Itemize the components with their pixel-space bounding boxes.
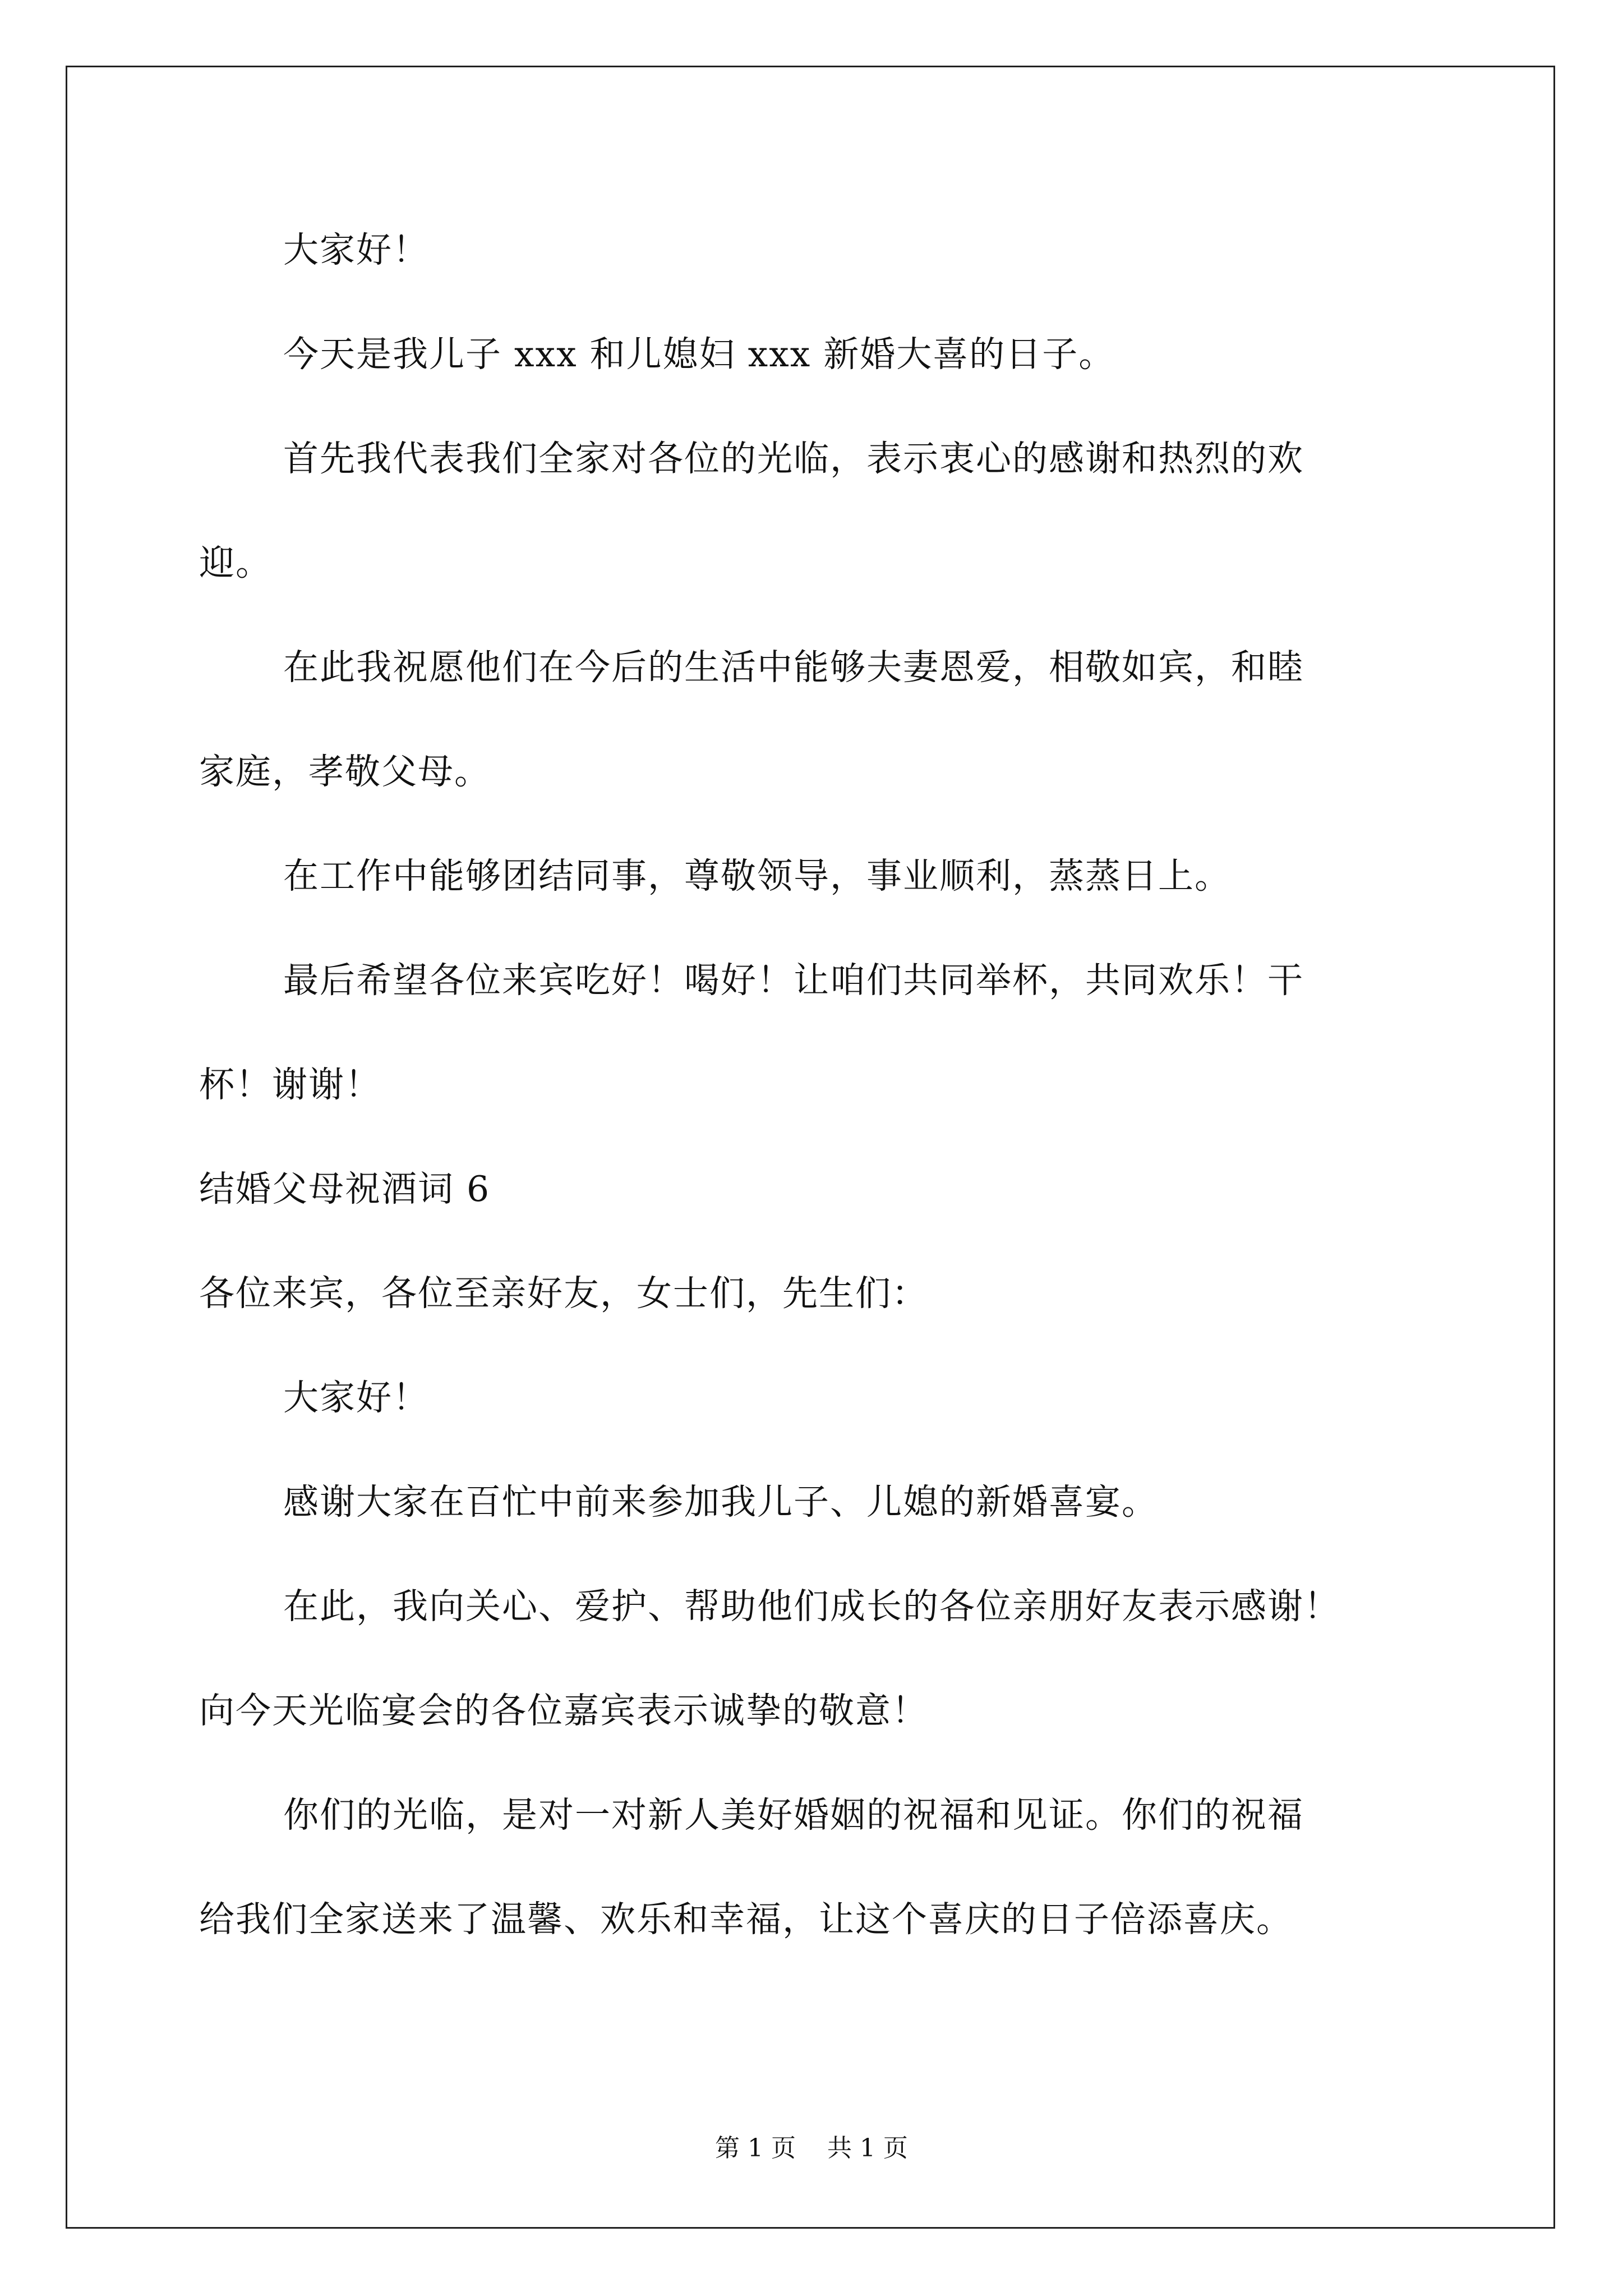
paragraph-line: 向今天光临宴会的各位嘉宾表示诚挚的敬意！: [199, 1690, 928, 1731]
salutation-line: 各位来宾，各位至亲好友，女士们，先生们：: [199, 1273, 928, 1314]
greeting-line: 大家好！: [283, 1377, 429, 1418]
paragraph-line: 在工作中能够团结同事，尊敬领导，事业顺利，蒸蒸日上。: [283, 855, 1231, 896]
paragraph-line: 迎。: [199, 542, 272, 583]
paragraph-line: 今天是我儿子 xxx 和儿媳妇 xxx 新婚大喜的日子。: [283, 334, 1115, 375]
paragraph-line: 在此我祝愿他们在今后的生活中能够夫妻恩爱，相敬如宾，和睦: [283, 647, 1304, 688]
page-number-footer: 第 1 页 共 1 页: [715, 2134, 908, 2162]
section-title: 结婚父母祝酒词 6: [199, 1168, 491, 1209]
paragraph-line: 感谢大家在百忙中前来参加我儿子、儿媳的新婚喜宴。: [283, 1481, 1158, 1522]
paragraph-line: 最后希望各位来宾吃好！喝好！让咱们共同举杯，共同欢乐！干: [283, 960, 1304, 1001]
greeting-line: 大家好！: [283, 229, 429, 270]
paragraph-line: 杯！谢谢！: [199, 1064, 381, 1105]
paragraph-line: 给我们全家送来了温馨、欢乐和幸福，让这个喜庆的日子倍添喜庆。: [199, 1899, 1293, 1940]
paragraph-line: 家庭，孝敬父母。: [199, 751, 491, 792]
paragraph-line: 首先我代表我们全家对各位的光临，表示衷心的感谢和热烈的欢: [283, 438, 1304, 479]
paragraph-line: 你们的光临，是对一对新人美好婚姻的祝福和见证。你们的祝福: [283, 1795, 1304, 1835]
paragraph-line: 在此，我向关心、爱护、帮助他们成长的各位亲朋好友表示感谢！: [283, 1586, 1340, 1627]
